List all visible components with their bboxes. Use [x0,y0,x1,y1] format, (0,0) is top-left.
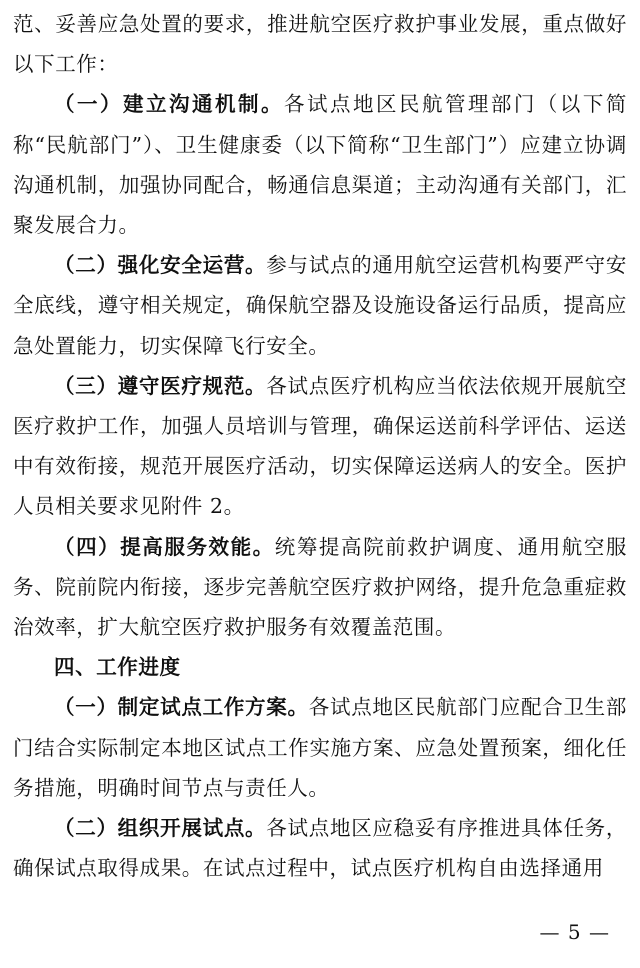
paragraph-item-4 [13,527,627,648]
item-1-title: （一）建立沟通机制。 [54,92,284,117]
item-4-body: 统筹提高院前救护调度、通用航空服务、院前院内衔接，逐步完善航空医疗救护网络，提升危急重症救治效率，扩大航空医疗救护服务有效覆盖范围。 [13,534,627,640]
progress-2-body: 各试点地区应稳妥有序推进具体任务，确保试点取得成果。在试点过程中，试点医疗机构自由选择通用 [13,816,628,881]
item-4-title: （四）提高服务效能。 [54,534,275,559]
paragraph-progress-1 [13,687,627,808]
paragraph-progress-2 [13,808,627,888]
continuation-text: 范、妥善应急处置的要求，推进航空医疗救护事业发展，重点做好以下工作： [13,12,627,77]
item-3-body: 各试点医疗机构应当依法依规开展航空医疗救护工作，加强人员培训与管理，确保运送前科学评估、运送中有效衔接，规范开展医疗活动，切实保障运送病人的安全。医护人员相关要求见附件 2。 [13,373,628,519]
item-1-body: 各试点地区民航管理部门（以下简称“民航部门”）、卫生健康委（以下简称“卫生部门”）应建立协调沟通机制，加强协同配合，畅通信息渠道；主动沟通有关部门，汇聚发展合力。 [13,92,628,238]
progress-1-body: 各试点地区民航部门应配合卫生部门结合实际制定本地区试点工作实施方案、应急处置预案，细化任务措施，明确时间节点与责任人。 [13,695,628,800]
paragraph-item-2 [13,245,627,366]
paragraph-continuation [13,4,627,84]
section-heading: 四、工作进度 [54,655,181,680]
item-3-title: （三）遵守医疗规范。 [54,373,267,398]
progress-1-title: （一）制定试点工作方案。 [54,695,309,720]
progress-2-title: （二）组织开展试点。 [54,816,267,841]
document-body [13,4,627,888]
paragraph-item-1 [13,84,627,245]
item-2-body: 参与试点的通用航空运营机构要严守安全底线，遵守相关规定，确保航空器及设施设备运行品质，提高应急处置能力，切实保障飞行安全。 [13,253,628,358]
item-2-title: （二）强化安全运营。 [54,253,267,278]
page-number: — 5 — [539,920,610,944]
paragraph-item-3 [13,366,627,527]
